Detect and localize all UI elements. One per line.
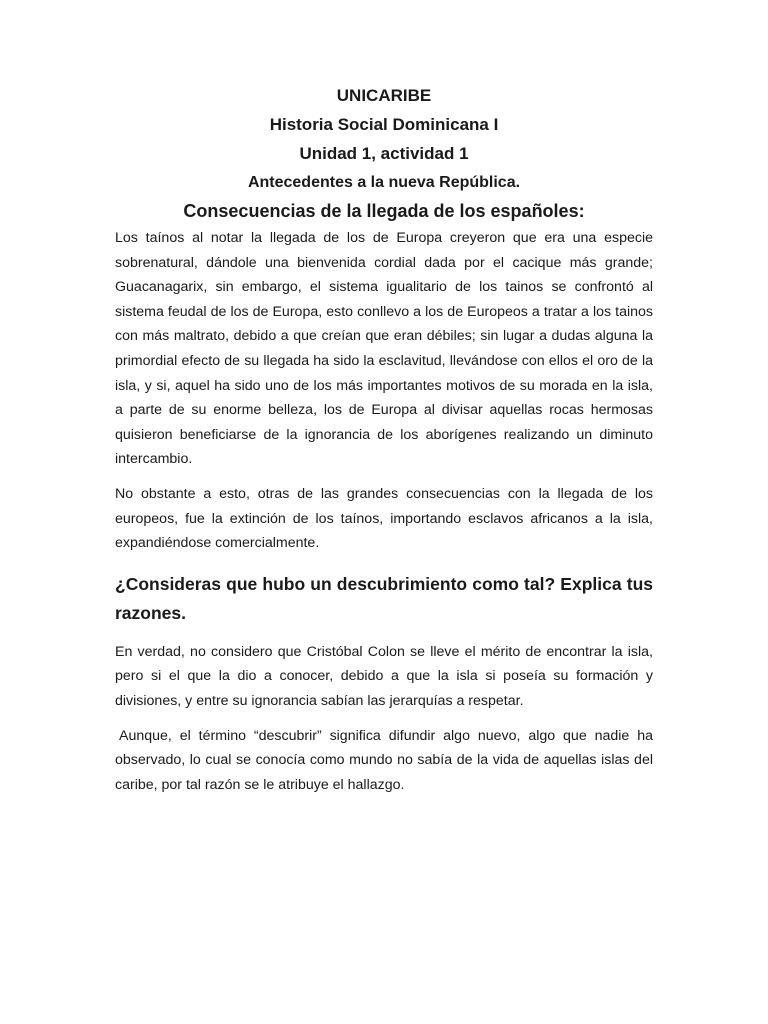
unit-title: Unidad 1, actividad 1 [299, 144, 469, 163]
document-page [115, 82, 653, 797]
paragraph-consequences: Los taínos al notar la llegada de los de Europa creyeron que era una especie sobrenatural, dándole una bienvenida cordial dada por el cacique más grande; Guacanagarix, sin embargo, el sistema igualitario de los tainos se confrontó al sistema feudal de los de Europa, esto conllevo a los de Europeos a tratar a los tainos con más maltrato, debido a que creían que eran débiles; sin lugar a dudas alguna la primordial efecto de su llegada ha sido la esclavitud, llevándose con ellos el oro de la isla, y si, aquel ha sido uno de los más importantes motivos de su morada en la isla, a parte de su enorme belleza, los de Europa al divisar aquellas rocas hermosas quisieron beneficiarse de la ignorancia de los aborígenes realizando un diminuto intercambio. [115, 230, 653, 468]
title-block [115, 82, 653, 226]
course-title: Historia Social Dominicana I [269, 115, 499, 134]
question-heading: ¿Consideras que hubo un descubrimiento como tal? Explica tus razones. [115, 573, 653, 623]
paragraph-extinction: No obstante a esto, otras de las grandes consecuencias con la llegada de los europeos, fue la extinción de los taínos, importando esclavos africanos a la isla, expandiéndose comercialmente. [115, 485, 653, 552]
paragraph-answer: En verdad, no considero que Cristóbal Colon se lleve el mérito de encontrar la isla, pero si el que la dio a conocer, debido a que la isla si poseía su formación y divisiones, y entre su ignorancia sabían las jerarquías a respetar. [115, 643, 653, 709]
institution-title: UNICARIBE [336, 86, 432, 105]
section-title: Consecuencias de la llegada de los españoles: [183, 201, 585, 221]
paragraph-conclusion: Aunque, el término “descubrir” significa difundir algo nuevo, algo que nadie ha observado, lo cual se conocía como mundo no sabía de la vida de aquellas islas del caribe, por tal razón se le atribuye el hallazgo. [115, 727, 653, 793]
topic-title: Antecedentes a la nueva República. [247, 174, 521, 191]
